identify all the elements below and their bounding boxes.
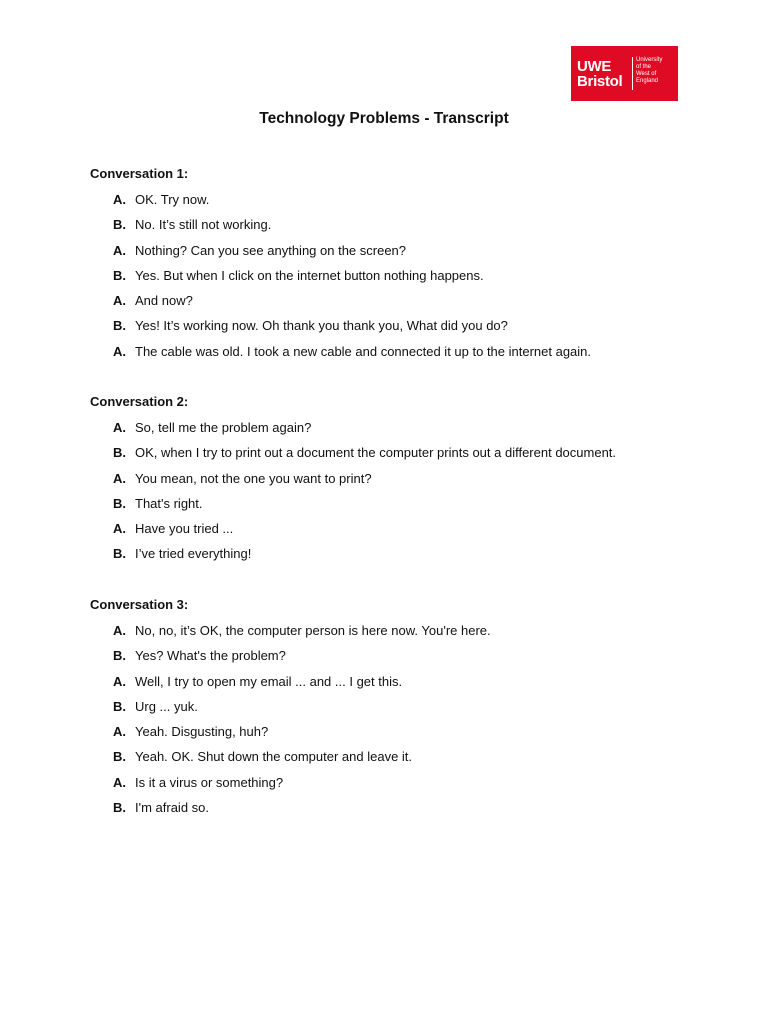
conversation-3 [90, 596, 710, 824]
speaker-label: B. [113, 267, 126, 283]
speaker-label: A. [113, 470, 126, 486]
speaker-label: B. [113, 749, 126, 765]
dialogue-line [90, 292, 710, 317]
dialogue-line [90, 191, 710, 216]
speaker-label: B. [113, 318, 126, 334]
uwe-bristol-logo [571, 46, 678, 101]
conversation-2 [90, 393, 710, 571]
dialogue-text: Yes? What's the problem? [135, 648, 286, 664]
dialogue-text: Nothing? Can you see anything on the screen? [135, 242, 407, 258]
dialogue-line [90, 317, 710, 342]
logo-sub-4: England [636, 78, 659, 84]
speaker-label: A. [113, 673, 126, 689]
conversation-heading: Conversation 1: [90, 166, 189, 181]
speaker-label: A. [113, 623, 126, 638]
speaker-label: B. [113, 445, 126, 461]
dialogue-text: Yeah. OK. Shut down the computer and leave it. [135, 749, 413, 765]
speaker-label: A. [113, 724, 126, 740]
dialogue-text: So, tell me the problem again? [135, 420, 312, 435]
speaker-label: A. [113, 521, 126, 537]
dialogue-line [90, 216, 710, 241]
logo-wordmark [577, 59, 622, 89]
logo-sub-2: of the [636, 64, 652, 70]
speaker-label: A. [113, 343, 126, 359]
dialogue-line [90, 748, 710, 773]
speaker-label: A. [113, 192, 126, 207]
dialogue-line [90, 520, 710, 545]
dialogue-line [90, 622, 710, 647]
dialogue-line [90, 470, 710, 495]
logo-sub-3: West of [636, 71, 657, 77]
dialogue-text: That's right. [135, 495, 203, 511]
dialogue-line [90, 495, 710, 520]
dialogue-text: And now? [135, 293, 193, 309]
document-title: Technology Problems - Transcript [259, 110, 509, 127]
speaker-label: B. [113, 698, 126, 714]
dialogue-line [90, 444, 710, 469]
dialogue-text: No. It’s still not working. [135, 217, 272, 233]
dialogue-text: Is it a virus or something? [135, 774, 284, 790]
dialogue-line [90, 242, 710, 267]
speaker-label: A. [113, 420, 126, 435]
dialogue-line [90, 647, 710, 672]
conversation-1 [90, 165, 710, 368]
conversation-heading: Conversation 2: [90, 394, 189, 409]
dialogue-line [90, 698, 710, 723]
dialogue-line [90, 343, 710, 368]
logo-subtext [636, 57, 662, 85]
dialogue-text: OK. Try now. [135, 192, 210, 207]
dialogue-text: The cable was old. I took a new cable and connected it up to the internet again. [135, 343, 592, 359]
logo-divider [632, 57, 633, 90]
dialogue-text: I'm afraid so. [135, 800, 210, 816]
dialogue-line [90, 799, 710, 824]
dialogue-text: I’ve tried everything! [135, 546, 252, 562]
dialogue-text: Yeah. Disgusting, huh? [135, 724, 269, 740]
dialogue-text: Have you tried ... [135, 521, 234, 537]
dialogue-line [90, 723, 710, 748]
dialogue-text: Yes. But when I click on the internet button nothing happens. [135, 267, 484, 283]
dialogue-text: Well, I try to open my email ... and ... I get this. [135, 673, 403, 689]
speaker-label: B. [113, 217, 126, 233]
dialogue-line [90, 267, 710, 292]
dialogue-line [90, 774, 710, 799]
speaker-label: B. [113, 800, 126, 816]
conversation-heading: Conversation 3: [90, 597, 189, 612]
dialogue-line [90, 673, 710, 698]
dialogue-text: Urg ... yuk. [135, 698, 198, 714]
speaker-label: B. [113, 648, 126, 664]
dialogue-text: You mean, not the one you want to print? [135, 470, 372, 486]
logo-sub-1: University [636, 57, 663, 63]
speaker-label: B. [113, 495, 126, 511]
speaker-label: A. [113, 293, 126, 309]
dialogue-line [90, 419, 710, 444]
speaker-label: B. [113, 546, 126, 562]
speaker-label: A. [113, 242, 126, 258]
logo-line-2: Bristol [577, 73, 623, 90]
dialogue-text: Yes! It’s working now. Oh thank you thank you, What did you do? [135, 318, 508, 334]
logo-line-1: UWE [577, 58, 612, 75]
dialogue-text: OK, when I try to print out a document the computer prints out a different document. [135, 445, 617, 461]
dialogue-line [90, 545, 710, 570]
speaker-label: A. [113, 774, 126, 790]
dialogue-text: No, no, it’s OK, the computer person is here now. You're here. [135, 623, 491, 638]
